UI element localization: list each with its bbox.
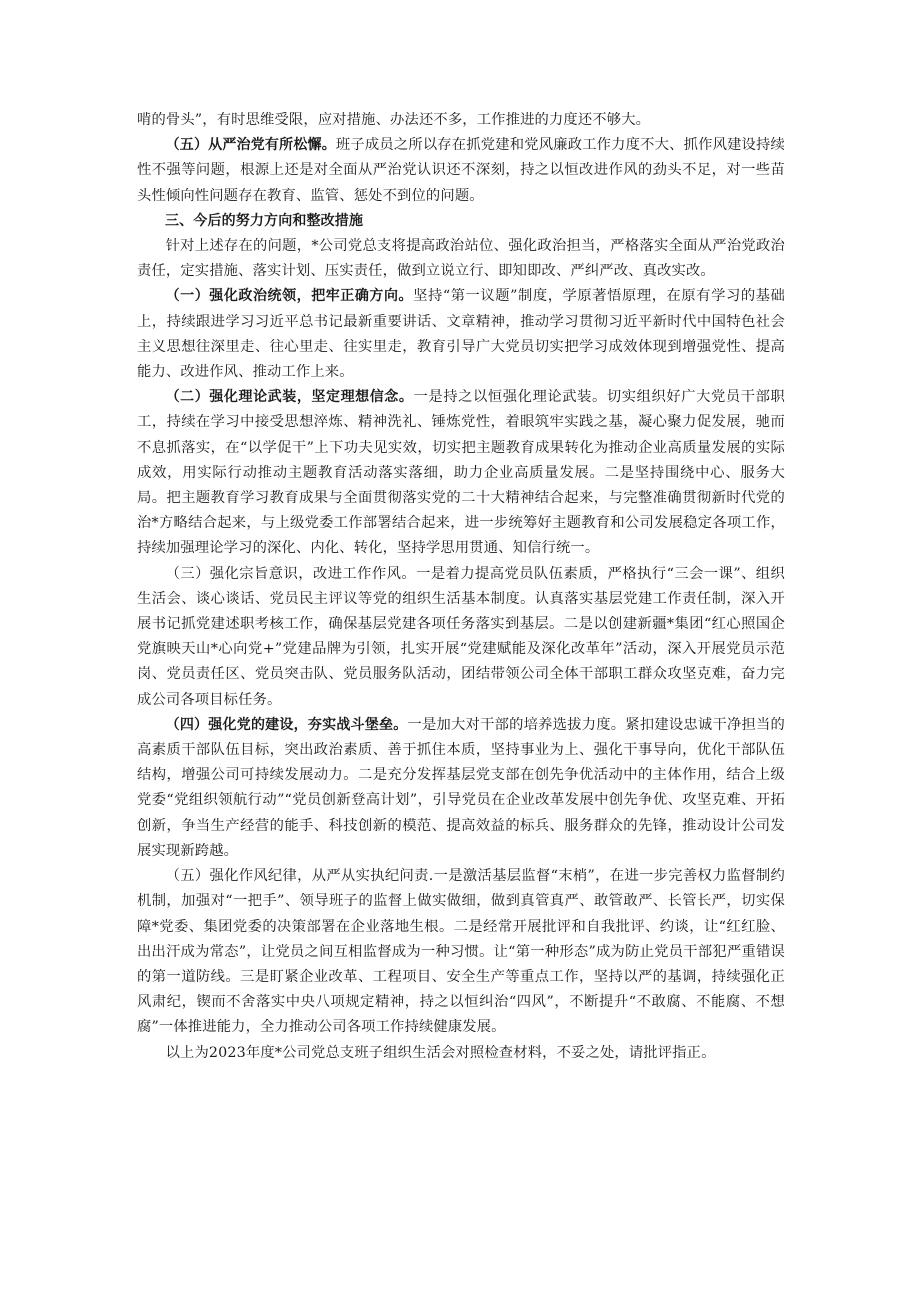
paragraph-heading: （二）强化理论武装，坚定理想信念。 [165,389,414,406]
paragraph-continuation: 啃的骨头”，有时思维受限，应对措施、办法还不多，工作推进的力度还不够大。 [137,112,651,128]
paragraph-political-leadership [137,284,785,385]
paragraph-intro: 针对上述存在的问题，*公司党总支将提高政治站位、强化政治担当，严格落实全面从严治党政治责任，定实措施、落实计划、压实责任，做到立说立行、即知即改、严纠严改、真改实改。 [137,238,785,280]
paragraph-body: 班子成员之所以存在抓党建和党风廉政工作力度不大、抓作风建设持续性不强等问题，根源上还是对全面从严治党认识还不深刻，持之以恒改进作风的劲头不足，对一些苗头性倾向性问题存在教育、监管、惩处不到位的问题。 [137,137,785,204]
paragraph-heading: （五）从严治党有所松懈。 [165,137,336,154]
paragraph-heading: （一）强化政治统领，把牢正确方向。 [165,288,414,305]
paragraph-body: 一是加大对干部的培养选拔力度。紧扣建设忠诚干净担当的高素质干部队伍目标，突出政治素质、善于抓住本质，坚持事业为上、强化干事导向，优化干部队伍结构，增强公司可持续发展动力。二是充分发挥基层党支部在创先争优活动中的主体作用，结合上级党委“党组织领航行动”“党员创新登高计划”，引导党员在企业改革发展中创先争优、攻坚克难、开拓创新，争当生产经营的能手、科技创新的模范、提高效益的标兵、服务群众的先锋，推动设计公司发展实现新跨越。 [137,716,785,859]
paragraph-closing: 以上为2023年度*公司党总支班子组织生活会对照检查材料，不妥之处，请批评指正。 [165,1044,716,1061]
paragraph-body: 坚持“第一议题”制度，学原著悟原理，在原有学习的基础上，持续跟进学习习近平总书记最新重要讲话、文章精神，推动学习贯彻习近平新时代中国特色社会主义思想往深里走、往心里走、往实里走，教育引导广大党员切实把学习成效体现到增强党性、提高能力、改进作风、推动工作上来。 [137,288,785,381]
section-title: 三、今后的努力方向和整改措施 [165,212,364,229]
paragraph-heading: （四）强化党的建设，夯实战斗堡垒。 [165,716,408,733]
paragraph-body: 一是持之以恒强化理论武装。切实组织好广大党员干部职工，持续在学习中接受思想淬炼、精神洗礼、锤炼党性，着眼筑牢实践之基，凝心聚力促发展，驰而不息抓落实，在“以学促干”上下功夫见实效，切实把主题教育成果转化为推动企业高质量发展的实际成效，用实际行动推动主题教育活动落实落细，助力企业高质量发展。二是坚持围绕中心、服务大局。把主题教育学习教育成果与全面贯彻落实党的二十大精神结合起来，与完整准确贯彻新时代党的治*方略结合起来，与上级党委工作部署结合起来，进一步统筹好主题教育和公司发展稳定各项工作，持续加强理论学习的深化、内化、转化，坚持学思用贯通、知信行统一。 [137,389,785,557]
paragraph-party-building [137,713,785,864]
paragraph-discipline-laxity [137,133,785,209]
document-body [137,108,785,1066]
paragraph-purpose-awareness: （三）强化宗旨意识，改进工作作风。一是着力提高党员队伍素质，严格执行“三会一课”、组织生活会、谈心谈话、党员民主评议等党的组织生活基本制度。认真落实基层党建工作责任制，深入开展书记抓党建述职考核工作，确保基层党建各项任务落实到基层。二是以创建新疆*集团“红心照国企党旗映天山*心向党+”党建品牌为引领，扎实开展“党建赋能及深化改革年”活动，深入开展党员示范岗、党员责任区、党员突击队、党员服务队活动，团结带领公司全体干部职工群众攻坚克难，奋力完成公司各项目标任务。 [137,565,785,708]
paragraph-discipline-accountability: （五）强化作风纪律，从严从实执纪问责.一是激活基层监督“末梢”，在进一步完善权力监督制约机制，加强对“一把手”、领导班子的监督上做实做细，做到真管真严、敢管敢严、长管长严，切实保障*党委、集团党委的决策部署在企业落地生根。二是经常开展批评和自我批评、约谈，让“红红脸、出出汗成为常态”，让党员之间互相监督成为一种习惯。让“第一种形态”成为防止党员干部犯严重错误的第一道防线。三是盯紧企业改革、工程项目、安全生产等重点工作，坚持以严的基调，持续强化正风肃纪，锲而不舍落实中央八项规定精神，持之以恒纠治“四风”，不断提升“不敢腐、不能腐、不想腐”一体推进能力，全力推动公司各项工作持续健康发展。 [137,868,785,1036]
paragraph-theory-armament [137,385,785,561]
